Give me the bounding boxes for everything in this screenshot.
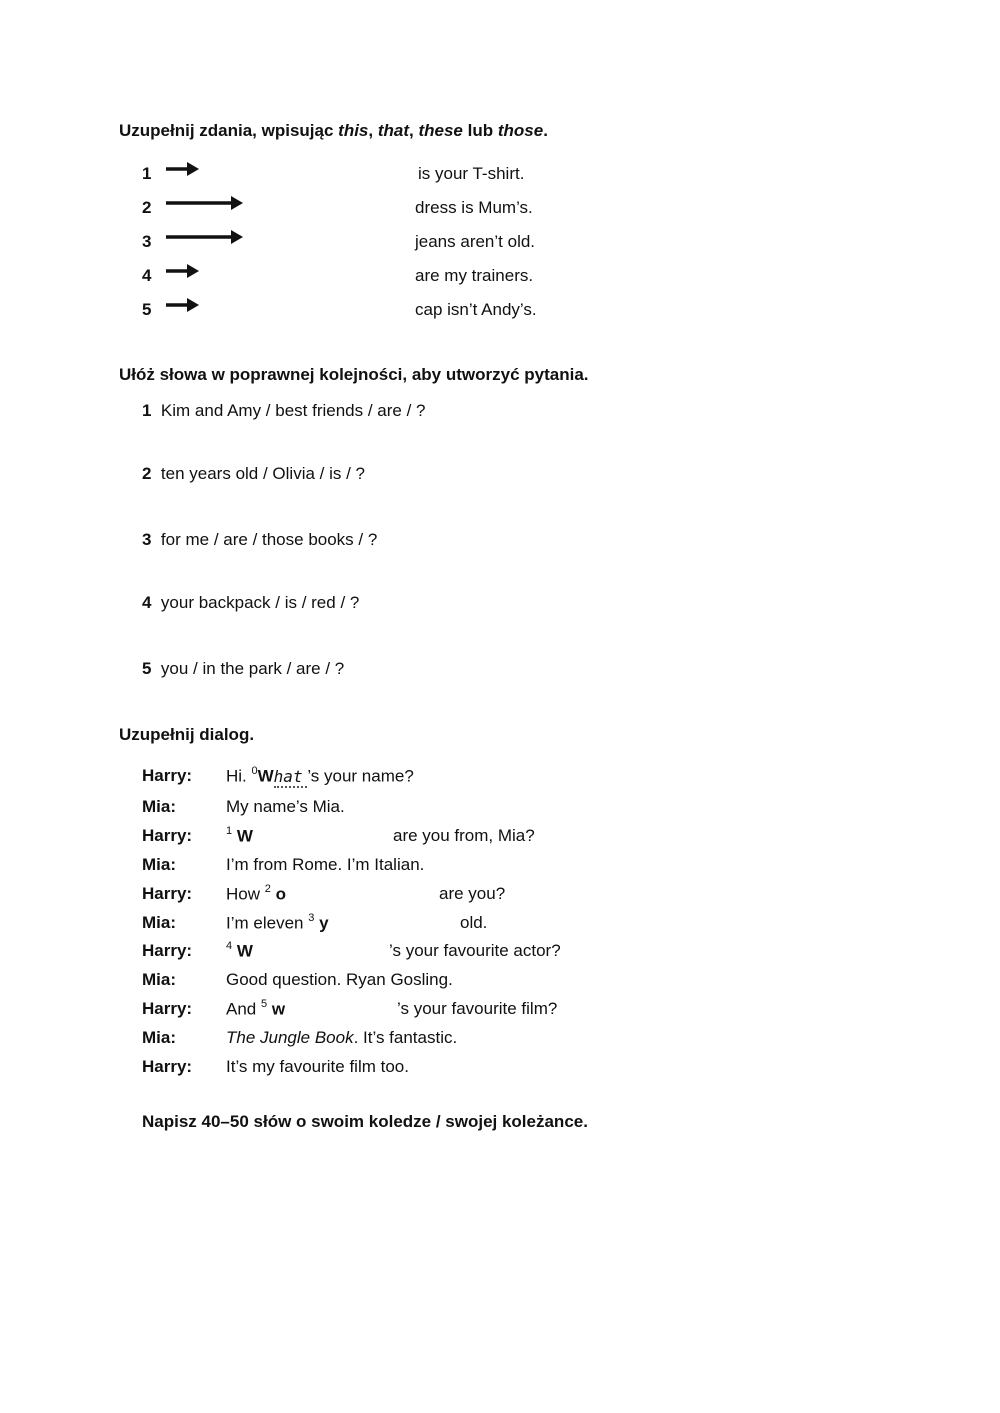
speaker-label: Harry: <box>142 999 193 1018</box>
dialog-line-end: are you? <box>439 884 506 903</box>
speaker-label: Mia: <box>142 797 176 816</box>
list-item: 3 for me / are / those books / ? <box>142 530 378 549</box>
dialog-line: It’s my favourite film too. <box>226 1057 409 1076</box>
list-item: 1 Kim and Amy / best friends / are / ? <box>142 401 426 420</box>
sentence-text: is your T-shirt. <box>418 164 525 183</box>
dialog-line-end: old. <box>460 913 488 932</box>
dialog-line-end: ’s your favourite actor? <box>389 941 561 960</box>
item-number: 2 <box>142 198 152 217</box>
sentence-text: jeans aren’t old. <box>415 232 536 251</box>
item-number: 1 <box>142 164 152 183</box>
exercise3-heading: Uzupełnij dialog. <box>119 725 255 744</box>
right-arrow-icon <box>165 262 201 280</box>
dialog-line: The Jungle Book. It’s fantastic. <box>226 1028 458 1047</box>
dialog-line: $^1$ W <box>226 825 253 846</box>
dialog-line: And $^5$ w <box>226 998 286 1019</box>
sentence-text: are my trainers. <box>415 266 534 285</box>
right-arrow-icon <box>165 160 201 178</box>
handwritten-answer: hat <box>273 766 303 786</box>
sentence-text: cap isn’t Andy’s. <box>415 300 537 319</box>
dialog-line: I’m eleven $^3$ y <box>226 912 329 933</box>
list-item: 5 you / in the park / are / ? <box>142 659 345 678</box>
speaker-label: Mia: <box>142 970 176 989</box>
dialog-line: How $^2$ o <box>226 883 286 904</box>
speaker-label: Mia: <box>142 855 176 874</box>
item-number: 5 <box>142 300 152 319</box>
right-arrow-icon <box>165 228 245 246</box>
dialog-line-end: are you from, Mia? <box>393 826 535 845</box>
exercise1-heading: Uzupełnij zdania, wpisując this, that, these lub those. <box>119 121 548 140</box>
speaker-label: Harry: <box>142 1057 193 1076</box>
dialog-line: $^4$ W <box>226 940 253 961</box>
dialog-line-end: ’s your favourite film? <box>397 999 558 1018</box>
speaker-label: Mia: <box>142 913 176 932</box>
exercise4-heading: Napisz 40–50 słów o swoim koledze / swojej koleżance. <box>142 1112 588 1131</box>
dialog-line: Good question. Ryan Gosling. <box>226 970 453 989</box>
right-arrow-icon <box>165 296 201 314</box>
item-number: 3 <box>142 232 152 251</box>
speaker-label: Mia: <box>142 1028 176 1047</box>
list-item: 2 ten years old / Olivia / is / ? <box>142 464 366 483</box>
list-item: 4 your backpack / is / red / ? <box>142 593 360 612</box>
dialog-line: My name’s Mia. <box>226 797 345 816</box>
dialog-line: Hi. $^0$What ’s your name? <box>226 765 414 786</box>
speaker-label: Harry: <box>142 941 193 960</box>
exercise2-heading: Ułóż słowa w poprawnej kolejności, aby utworzyć pytania. <box>119 365 589 384</box>
right-arrow-icon <box>165 194 245 212</box>
dialog-line: I’m from Rome. I’m Italian. <box>226 855 425 874</box>
sentence-text: dress is Mum’s. <box>415 198 533 217</box>
answer-gap[interactable] <box>274 767 308 788</box>
speaker-label: Harry: <box>142 826 193 845</box>
speaker-label: Harry: <box>142 766 193 785</box>
item-number: 4 <box>142 266 152 285</box>
book-title: The Jungle Book <box>226 1028 354 1047</box>
speaker-label: Harry: <box>142 884 193 903</box>
